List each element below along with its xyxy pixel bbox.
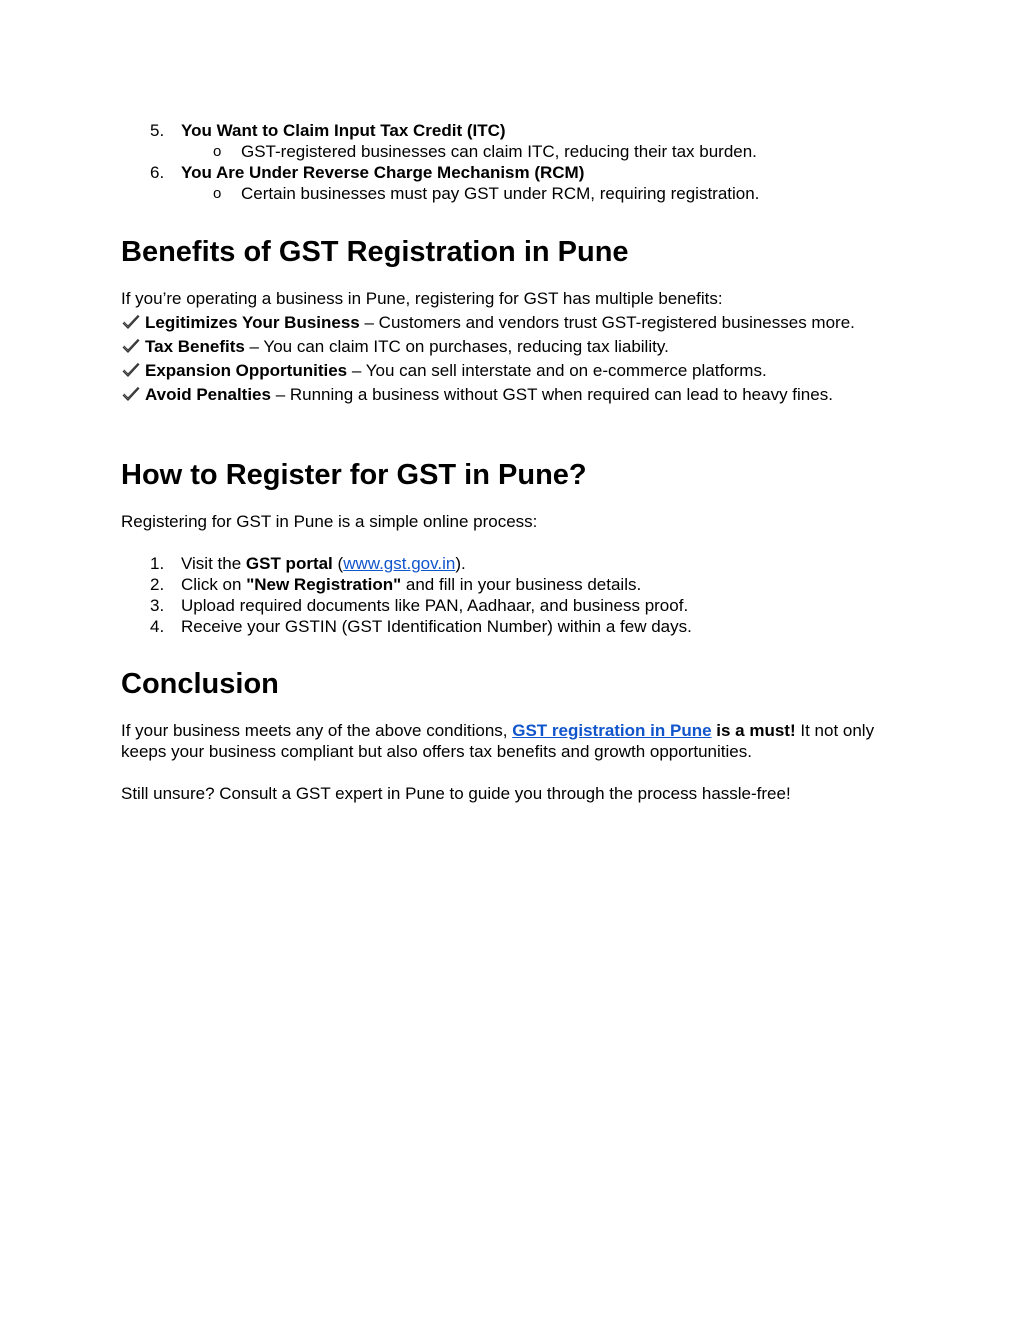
step-number: 2. [150, 575, 165, 594]
conditions-list [121, 120, 911, 204]
benefit-title: Avoid Penalties [145, 385, 271, 404]
step-text: ). [455, 554, 466, 573]
sub-list-item [121, 141, 911, 162]
step-text: ( [332, 554, 344, 573]
benefit-text: – Customers and vendors trust GST-registered businesses more. [359, 313, 855, 332]
checkmark-icon [121, 338, 141, 354]
list-number: 5. [150, 121, 165, 140]
benefits-intro: If you’re operating a business in Pune, registering for GST has multiple benefits: [121, 289, 723, 308]
gst-portal-label: GST portal [245, 554, 333, 573]
closing-paragraph: Still unsure? Consult a GST expert in Pune to guide you through the process hassle-free! [121, 784, 791, 803]
benefit-title: Expansion Opportunities [145, 361, 348, 380]
circle-bullet-icon: o [213, 185, 222, 202]
circle-bullet-icon: o [213, 143, 222, 160]
step-item [121, 574, 911, 595]
benefit-item [121, 360, 891, 381]
benefit-item [121, 384, 891, 405]
benefit-item [121, 336, 891, 357]
benefit-title: Legitimizes Your Business [145, 313, 360, 332]
conclusion-text: If your business meets any of the above conditions, [121, 721, 513, 740]
benefit-text: – You can claim ITC on purchases, reducing tax liability. [244, 337, 669, 356]
conclusion-paragraph [121, 720, 906, 762]
register-intro: Registering for GST in Pune is a simple online process: [121, 512, 538, 531]
step-number: 3. [150, 596, 165, 615]
conclusion-text: It not only keeps your business compliant but also offers tax benefits and growth opportunities. [121, 721, 875, 761]
conclusion-heading: Conclusion [121, 668, 279, 700]
register-steps [121, 553, 911, 637]
step-text: and fill in your business details. [401, 575, 642, 594]
checkmark-icon [121, 362, 141, 378]
step-text: Receive your GSTIN (GST Identification Number) within a few days. [181, 617, 692, 636]
list-item-title: You Want to Claim Input Tax Credit (ITC) [181, 121, 506, 140]
new-registration-label: "New Registration" [246, 575, 402, 594]
gst-registration-link[interactable]: GST registration in Pune [512, 721, 712, 740]
sub-list-text: GST-registered businesses can claim ITC, reducing their tax burden. [241, 142, 757, 161]
step-text: Click on [181, 575, 247, 594]
benefit-title: Tax Benefits [145, 337, 245, 356]
list-item-title: You Are Under Reverse Charge Mechanism (RCM) [181, 163, 585, 182]
step-item [121, 616, 911, 637]
list-number: 6. [150, 163, 165, 182]
sub-list-text: Certain businesses must pay GST under RCM, requiring registration. [241, 184, 760, 203]
step-item [121, 553, 911, 574]
sub-list-item [121, 183, 911, 204]
benefits-heading: Benefits of GST Registration in Pune [121, 236, 629, 268]
emphasis-text: is a must! [711, 721, 796, 740]
list-item-6 [121, 162, 911, 183]
list-item-5 [121, 120, 911, 141]
checkmark-icon [121, 386, 141, 402]
benefits-body [121, 288, 891, 405]
step-text: Visit the [181, 554, 246, 573]
step-number: 1. [150, 554, 165, 573]
step-text: Upload required documents like PAN, Aadhaar, and business proof. [181, 596, 689, 615]
benefit-item [121, 312, 891, 333]
benefit-text: – Running a business without GST when required can lead to heavy fines. [270, 385, 833, 404]
checkmark-icon [121, 314, 141, 330]
step-item [121, 595, 911, 616]
register-heading: How to Register for GST in Pune? [121, 459, 587, 491]
benefit-text: – You can sell interstate and on e-commerce platforms. [347, 361, 767, 380]
step-number: 4. [150, 617, 165, 636]
gst-portal-link[interactable]: www.gst.gov.in [343, 554, 456, 573]
